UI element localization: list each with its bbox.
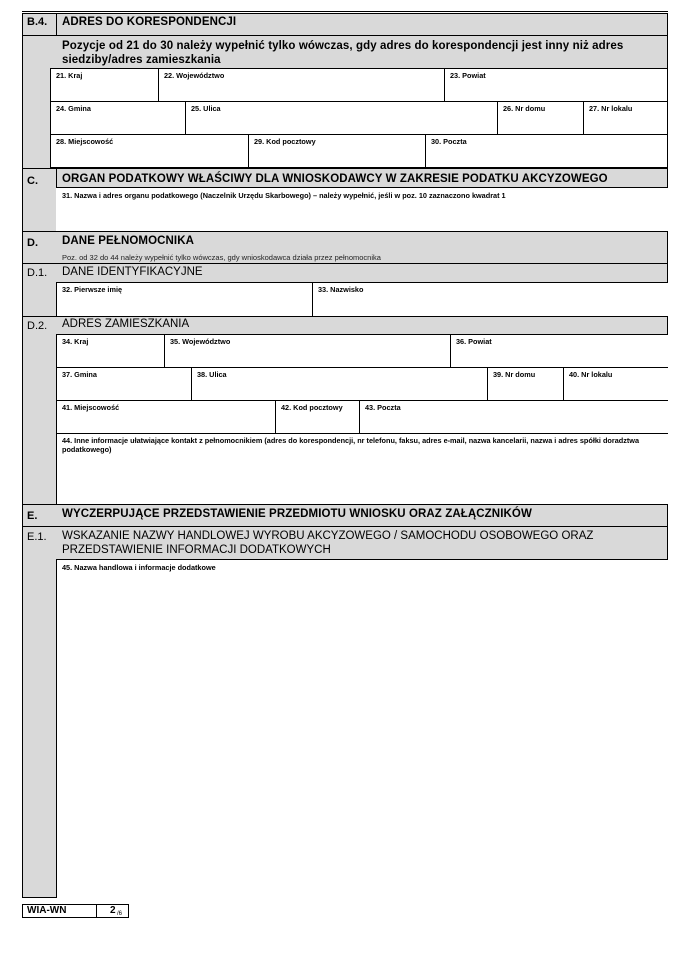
section-title-e: WYCZERPUJĄCE PRZEDSTAWIENIE PRZEDMIOTU WNIOSKU ORAZ ZAŁĄCZNIKÓW [62, 508, 532, 520]
section-code-c: C. [27, 175, 38, 187]
section-title-b4: ADRES DO KORESPONDENCJI [62, 16, 237, 28]
section-code-e1: E.1. [27, 531, 47, 543]
section-title-d1: DANE IDENTYFIKACYJNE [62, 266, 203, 278]
field-miejscowosc-41[interactable]: 41. Miejscowość [62, 403, 120, 412]
field-powiat-36[interactable]: 36. Powiat [456, 337, 492, 346]
field-miejscowosc-28[interactable]: 28. Miejscowość [56, 137, 114, 146]
field-poczta-43[interactable]: 43. Poczta [365, 403, 401, 412]
field-wojewodztwo-35[interactable]: 35. Województwo [170, 337, 231, 346]
field-wojewodztwo-22[interactable]: 22. Województwo [164, 71, 225, 80]
divider [22, 526, 668, 527]
field-inne-informacje-44[interactable]: 44. Inne informacje ułatwiające kontakt z pełnomocnikiem (adres do korespondencji, nr telefonu, faksu, adres e-mail, nazwa kancelarii, nazwa i adres spółki doradztwa podatkowego) [62, 436, 640, 454]
section-title-c: ORGAN PODATKOWY WŁAŚCIWY DLA WNIOSKODAWCY W ZAKRESIE PODATKU AKCYZOWEGO [62, 173, 608, 185]
section-code-b4: B.4. [27, 16, 48, 28]
field-ulica-25[interactable]: 25. Ulica [191, 104, 221, 113]
section-title-e1: WSKAZANIE NAZWY HANDLOWEJ WYROBU AKCYZOWEGO / SAMOCHODU OSOBOWEGO ORAZ PRZEDSTAWIENIE INFORMACJI DODATKOWYCH [62, 530, 594, 556]
field-poczta-30[interactable]: 30. Poczta [431, 137, 467, 146]
field-gmina-24[interactable]: 24. Gmina [56, 104, 91, 113]
field-nazwisko-33[interactable]: 33. Nazwisko [318, 285, 364, 294]
section-note-d: Poz. od 32 do 44 należy wypełnić tylko wówczas, gdy wnioskodawca działa przez pełnomocnika [62, 253, 381, 262]
field-box-45 [56, 559, 668, 898]
divider [22, 231, 668, 232]
divider [22, 35, 668, 36]
section-code-e: E. [27, 510, 38, 522]
field-kod-pocztowy-29[interactable]: 29. Kod pocztowy [254, 137, 316, 146]
footer-page-number: 2 [110, 905, 116, 916]
divider [22, 168, 668, 169]
field-nr-lokalu-27[interactable]: 27. Nr lokalu [589, 104, 633, 113]
section-title-d2: ADRES ZAMIESZKANIA [62, 318, 190, 330]
divider [22, 316, 668, 317]
section-title-d: DANE PEŁNOMOCNIKA [62, 235, 195, 247]
field-ulica-38[interactable]: 38. Ulica [197, 370, 227, 379]
field-nazwa-handlowa-45[interactable]: 45. Nazwa handlowa i informacje dodatkowe [62, 563, 216, 572]
divider [56, 13, 57, 35]
top-rule [22, 11, 668, 12]
divider [22, 504, 668, 505]
field-gmina-37[interactable]: 37. Gmina [62, 370, 97, 379]
field-nr-domu-39[interactable]: 39. Nr domu [493, 370, 536, 379]
divider [96, 904, 97, 918]
field-kraj-21[interactable]: 21. Kraj [56, 71, 83, 80]
divider [50, 68, 51, 168]
section-code-d: D. [27, 237, 38, 249]
footer-page-total: /6 [117, 911, 123, 917]
field-kraj-34[interactable]: 34. Kraj [62, 337, 89, 346]
divider [22, 263, 668, 264]
section-note-b4: Pozycje od 21 do 30 należy wypełnić tylko wówczas, gdy adres do korespondencji jest inny niż adres siedziby/adres zamieszkania [62, 40, 624, 66]
field-nr-lokalu-40[interactable]: 40. Nr lokalu [569, 370, 613, 379]
field-nr-domu-26[interactable]: 26. Nr domu [503, 104, 546, 113]
footer-form-code: WIA-WN [27, 905, 67, 916]
field-pierwsze-imie-32[interactable]: 32. Pierwsze imię [62, 285, 123, 294]
field-kod-pocztowy-42[interactable]: 42. Kod pocztowy [281, 403, 343, 412]
section-code-d2: D.2. [27, 320, 48, 332]
section-code-d1: D.1. [27, 267, 48, 279]
field-organ-podatkowy-31[interactable]: 31. Nazwa i adres organu podatkowego (Naczelnik Urzędu Skarbowego) – należy wypełnić, jeśli w poz. 10 zaznaczono kwadrat 1 [62, 191, 506, 200]
field-powiat-23[interactable]: 23. Powiat [450, 71, 486, 80]
